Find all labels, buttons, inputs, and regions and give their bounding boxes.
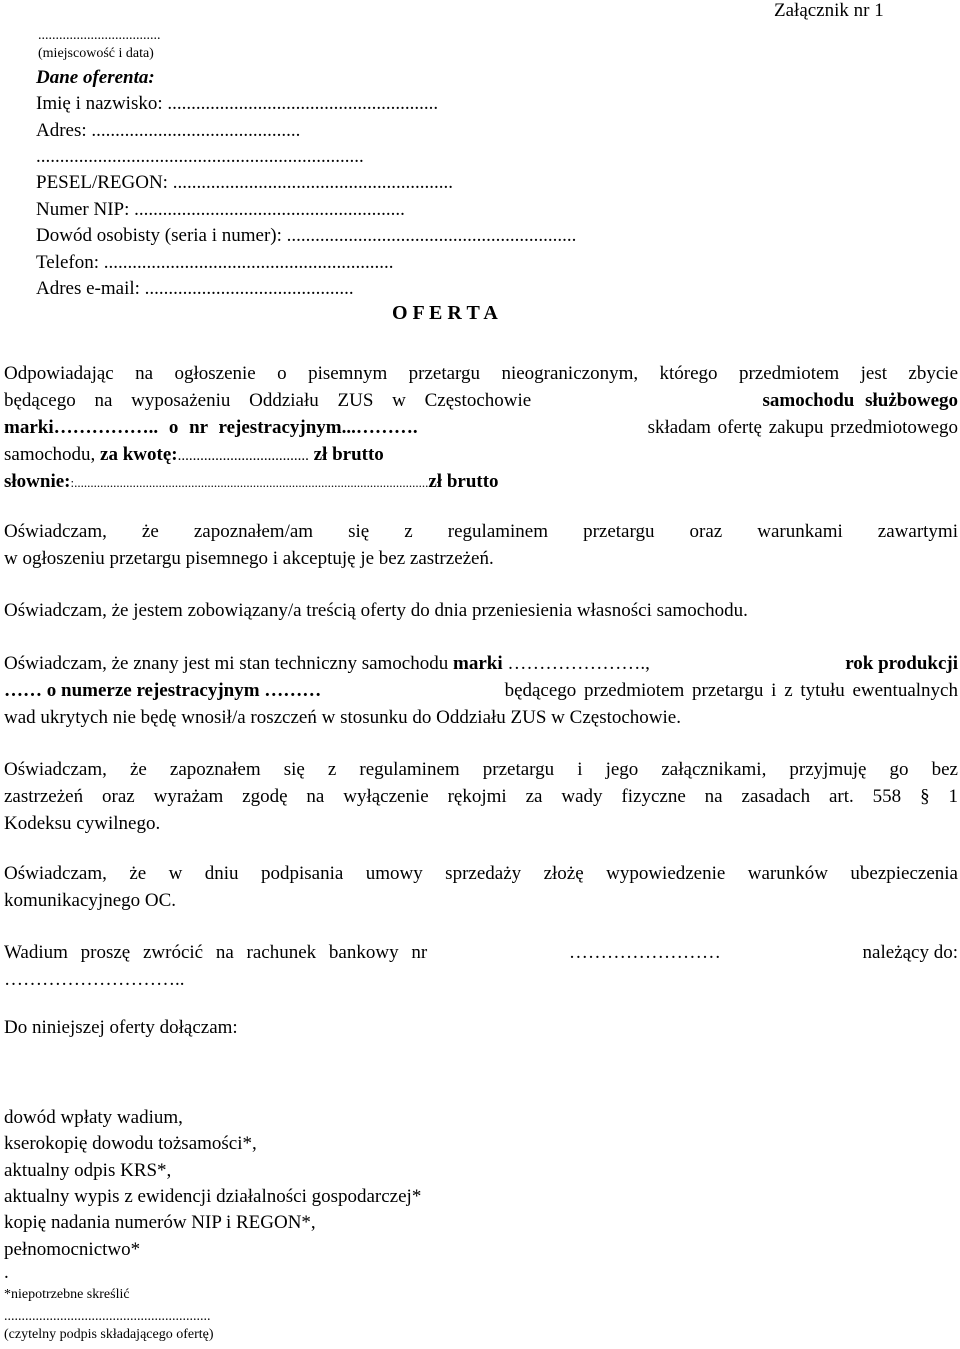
vehicle-label: samochodu służbowego [762,390,958,411]
offer-text: składam ofertę zakupu przedmiotowego [647,417,958,438]
deposit-text: Wadium proszę zwrócić na rachunek bankowy nr [4,942,428,963]
words-label: słownie: [4,471,71,492]
document-title: O F E R T A [392,302,498,324]
declaration-5 [4,860,958,914]
bidder-email-field: Adres e-mail: ............................................ [36,278,354,299]
vehicle-word: samochodu, [4,444,96,465]
bidder-phone-field: Telefon: ............................................................. [36,252,394,273]
signature-label: (czytelny podpis składającego ofertę) [4,1327,214,1342]
currency-label-2: zł brutto [428,471,499,492]
production-year-label: rok produkcji [845,653,958,674]
decl1-line-2: w ogłoszeniu przetargu pisemnego i akceptuję je bez zastrzeżeń. [4,548,494,569]
intro-line-5 [4,468,958,495]
currency-label: zł brutto [313,444,384,465]
attachment-item: aktualny wypis z ewidencji działalności gospodarczej* [4,1186,422,1207]
intro-paragraph [4,360,958,495]
attachment-item: aktualny odpis KRS*, [4,1160,172,1181]
intro-line-2 [4,387,958,414]
make-reg-fields: marki…………….. o nr rejestracyjnym...………. [4,417,418,438]
place-date-dots: ................................... [38,28,161,43]
annex-label: Załącznik nr 1 [774,0,884,21]
signature-dots: ........................................................... [4,1309,211,1324]
decl3-text-2: będącego przedmiotem przetargu i z tytułu ewentualnych [504,680,958,701]
bidder-id-field: Dowód osobisty (seria i numer): ............................................................. [36,225,577,246]
decl4-line-2: zastrzeżeń oraz wyrażam zgodę na wyłączenie rękojmi za wady fizyczne na zasadach art. 558 § 1 [4,786,958,807]
bidder-heading: Dane oferenta: [36,67,155,88]
attachment-item: pełnomocnictwo* [4,1239,141,1260]
declaration-1 [4,518,958,572]
attachment-item: kserokopię dowodu tożsamości*, [4,1133,257,1154]
bidder-address-field: Adres: ............................................ [36,120,301,141]
intro-text: będącego na wyposażeniu Oddziału ZUS w Częstochowie [4,390,532,411]
intro-line-4 [4,441,958,468]
words-dots: :............................................................................................................. [70,475,429,490]
registration-label: …… o numerze rejestracyjnym ……… [4,680,322,701]
deposit-paragraph [4,939,958,993]
decl1-line-1: Oświadczam, że zapoznałem/am się z regulaminem przetargu oraz warunkami zawartymi [4,521,958,542]
decl4-line-3: Kodeksu cywilnego. [4,813,161,834]
decl3-line-2 [4,677,958,704]
decl3-text-1: Oświadczam, że znany jest mi stan techniczny samochodu marki …………………., [4,653,650,674]
bidder-name-field: Imię i nazwisko: ......................................................... [36,93,439,114]
place-date-label: (miejscowość i data) [38,46,154,61]
attachment-item: kopię nadania numerów NIP i REGON*, [4,1212,316,1233]
decl5-line-2: komunikacyjnego OC. [4,890,177,911]
bidder-address-line2: ..................................................................... [36,146,364,167]
bidder-pesel-field: PESEL/REGON: ........................................................... [36,172,453,193]
attachment-item: dowód wpłaty wadium, [4,1107,183,1128]
decl2-line-1: Oświadczam, że jestem zobowiązany/a treścią oferty do dnia przeniesienia własności samochodu. [4,600,748,621]
decl5-line-1: Oświadczam, że w dniu podpisania umowy sprzedaży złożę wypowiedzenie warunków ubezpieczenia [4,863,958,884]
amount-label: za kwotę: [100,444,178,465]
owner-label: należący do: [862,942,958,963]
bidder-nip-field: Numer NIP: ......................................................... [36,199,405,220]
declaration-4 [4,756,958,837]
deposit-line-1 [4,939,958,966]
amount-dots: ................................... [177,448,309,464]
declaration-2 [4,597,958,624]
intro-line-3 [4,414,958,441]
decl4-line-1: Oświadczam, że zapoznałem się z regulaminem przetargu i jego załącznikami, przyjmuję go bez [4,759,958,780]
attachments-dot: . [4,1262,9,1283]
deposit-line-2: ……………………….. [4,969,185,990]
account-number-dots: …………………… [568,942,721,963]
footnote: *niepotrzebne skreślić [4,1287,130,1302]
decl3-line-1 [4,650,958,677]
attachments-heading: Do niniejszej oferty dołączam: [4,1017,238,1038]
intro-line-1: Odpowiadając na ogłoszenie o pisemnym przetargu nieograniczonym, którego przedmiotem jest zbycie [4,363,958,384]
decl3-line-3: wad ukrytych nie będę wnosił/a roszczeń w stosunku do Oddziału ZUS w Częstochowie. [4,707,681,728]
declaration-3 [4,650,958,731]
